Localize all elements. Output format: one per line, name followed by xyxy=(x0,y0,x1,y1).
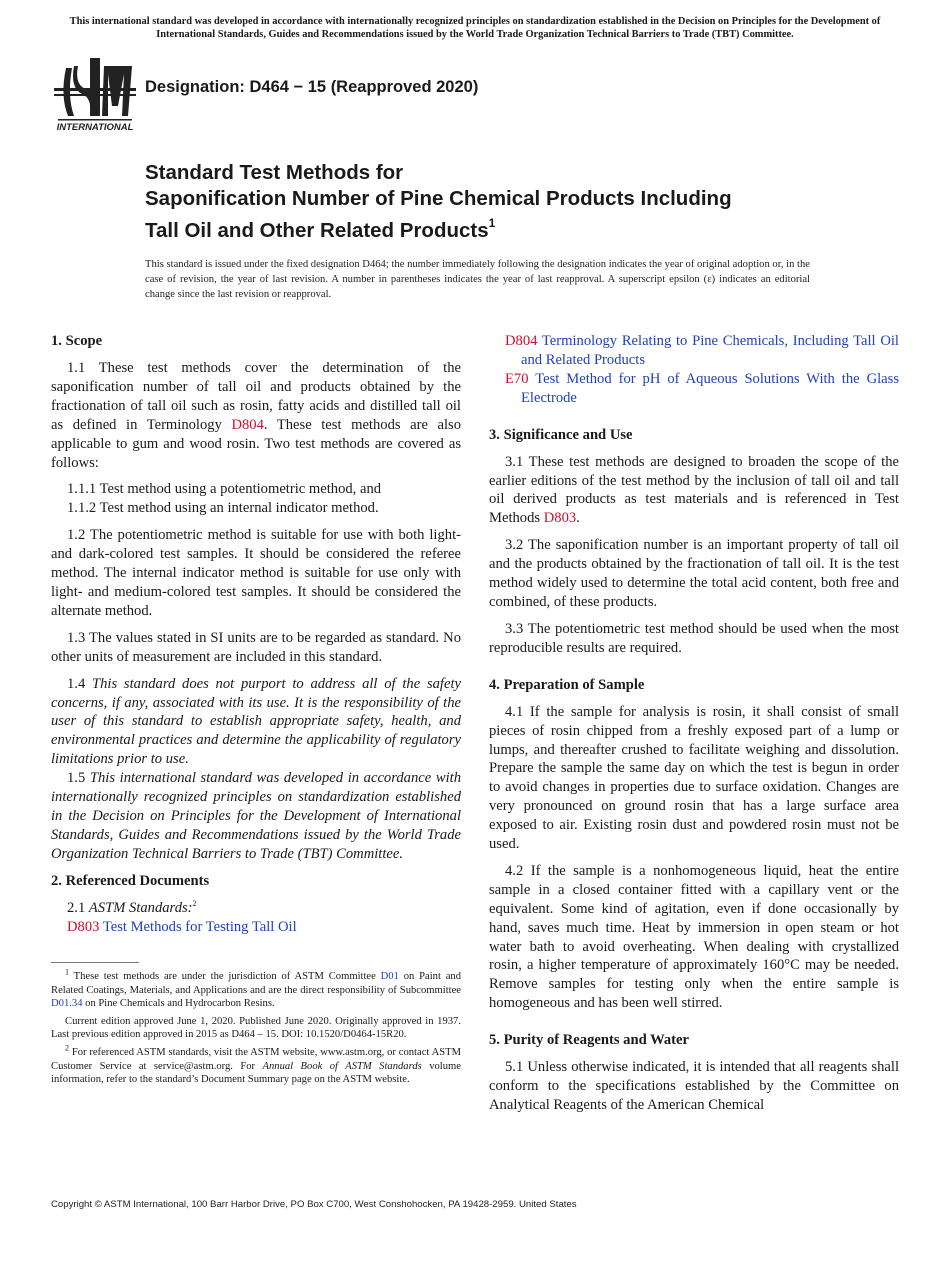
purity-heading: 5. Purity of Reagents and Water xyxy=(489,1032,689,1049)
international-standard-notice: This international standard was developed in accordance with internationally recognized principles on standardization established in the Decision on Principles for the Development of International Standards, Guides and Recommendations issued by the World Trade Organization Technical Barriers to Trade (TBT) Committee. xyxy=(69,16,881,40)
paragraph-1-4-number: 1.4 xyxy=(67,675,93,692)
title-line-3 xyxy=(145,212,865,244)
scope-heading: 1. Scope xyxy=(51,333,103,349)
footnote-1-mark: 1 xyxy=(65,967,69,977)
astm-logo xyxy=(52,56,138,134)
title-line-2: Saponification Number of Pine Chemical Products Including xyxy=(145,187,732,210)
reference-d803 xyxy=(51,918,461,937)
paragraph-3-1-text-a: 3.1 These test methods are designed to broaden the scope of the earlier editions of the test method by the inclusion of tall oil and tall oil derived products as test materials and is referenced in Test Methods xyxy=(489,453,899,527)
paragraph-4-1: 4.1 If the sample for analysis is rosin, it shall consist of small pieces of rosin chipped from a freshly exposed part of a lump or lumps, and thereafter crushed to facilitate weighing and dissolution. Prepare the sample the same day on which the test is begun in order to avoid changes in properties due to surface oxidation. Changes are very pronounced on ground rosin that has a large surface area exposed to air. Existing rosin dust and powdered rosin must not be used. xyxy=(489,703,899,853)
designation: Designation: D464 − 15 (Reapproved 2020) xyxy=(145,78,479,96)
footnote-1-text-a: These test methods are under the jurisdiction of ASTM Committee xyxy=(73,971,381,982)
astm-logo-mark xyxy=(52,56,138,134)
paragraph-1-5-text: This international standard was developed in accordance with internationally recognized principles on standardization established in the Decision on Principles for the Development of International Standards, Guides and Recommendations issued by the World Trade Organization Technical Barriers to Trade (TBT) Committee. xyxy=(51,770,462,862)
footnote-2-mark: 2 xyxy=(192,898,197,908)
paragraph-1-1-1: 1.1.1 Test method using a potentiometric method, and xyxy=(67,481,382,498)
paragraph-1-5 xyxy=(51,769,461,864)
copyright-footer: Copyright © ASTM International, 100 Barr Harbor Drive, PO Box C700, West Conshohocken, PA 19428-2959. United States xyxy=(51,1199,577,1210)
footnote-1 xyxy=(51,967,461,1011)
footnote-2 xyxy=(51,1043,462,1087)
reference-e70 xyxy=(489,370,899,408)
paragraph-1-1-2: 1.1.2 Test method using an internal indicator method. xyxy=(67,500,379,517)
footnote-2-italic: Annual Book of ASTM Standards xyxy=(262,1060,422,1072)
paragraph-3-1-text-b: . xyxy=(576,510,580,527)
document-title xyxy=(145,160,865,244)
d803-title-link[interactable]: Test Methods for Testing Tall Oil xyxy=(102,918,297,935)
preparation-heading: 4. Preparation of Sample xyxy=(489,676,645,693)
d803-code-link[interactable]: D803 xyxy=(67,918,100,935)
e70-title-link[interactable]: Test Method for pH of Aqueous Solutions With the Glass Electrode xyxy=(521,370,899,406)
paragraph-1-4 xyxy=(51,675,461,770)
paragraph-1-3: 1.3 The values stated in SI units are to be regarded as standard. No other units of measurement are included in this standard. xyxy=(51,629,461,665)
paragraph-2-1-number: 2.1 xyxy=(67,899,89,916)
paragraph-3-2: 3.2 The saponification number is an important property of tall oil and the products obtained by the fractionation of tall oil. It is the test method widely used to determine the total acid content, both free and combined, of these products. xyxy=(489,537,899,610)
astm-standards-label: ASTM Standards: xyxy=(88,899,193,916)
e70-code-link[interactable]: E70 xyxy=(505,370,529,387)
footnote-2-mark-bottom: 2 xyxy=(65,1043,69,1053)
paragraph-1-1 xyxy=(51,359,461,472)
significance-heading: 3. Significance and Use xyxy=(489,426,633,443)
footnote-1-text-c: on Pine Chemicals and Hydrocarbon Resins. xyxy=(82,998,275,1010)
title-footnote-mark: 1 xyxy=(488,216,496,230)
title-line-1: Standard Test Methods for xyxy=(145,161,404,184)
svg-text:INTERNATIONAL: INTERNATIONAL xyxy=(56,122,134,133)
title-line-3-text: Tall Oil and Other Related Products xyxy=(145,218,489,242)
paragraph-1-4-text: This standard does not purport to address all of the safety concerns, if any, associated with its use. It is the responsibility of the user of this standard to establish appropriate safety, health, and environmental practices and determine the applicability of regulatory limitations prior to use. xyxy=(51,675,461,768)
paragraph-4-2: 4.2 If the sample is a nonhomogeneous liquid, heat the entire sample in a closed container fitted with a capillary vent or the equivalent. Some kind of agitation, even if done occasionally by hand, saves much time. Heat by immersion in open steam or hot water bath to avoid overheating. When dealing with crystallized rosin, a higher temperature of approximately 160°C may be needed. Remove samples for testing only when the entire sample is homogeneous and has been well stirred. xyxy=(489,862,899,1012)
d01-link[interactable]: D01 xyxy=(380,971,399,982)
paragraph-1-2: 1.2 The potentiometric method is suitable for use with both light- and dark-colored test samples. It should be considered the referee method. The internal indicator method is suitable for use only with light- and medium-colored test samples. It should be considered the alternate method. xyxy=(51,527,461,619)
paragraph-2-1 xyxy=(51,899,461,918)
right-column xyxy=(489,332,899,1123)
footnote-divider xyxy=(51,962,139,963)
footnotes xyxy=(51,962,461,1091)
paragraph-1-1-text-b: . These test methods are also applicable to gum and wood rosin. Two test methods are covered as follows: xyxy=(51,416,461,471)
paragraph-1-1-text-a: 1.1 These test methods cover the determination of the saponification number of tall oil and products obtained by the fractionation of tall oil such as rosin, fatty acids and distilled tall oil as defined in Terminology xyxy=(51,360,461,433)
d804-title-link[interactable]: Terminology Relating to Pine Chemicals, Including Tall Oil and Related Products xyxy=(521,333,899,368)
left-column xyxy=(51,332,461,936)
d804-link[interactable]: D804 xyxy=(231,416,264,433)
d01-34-link[interactable]: D01.34 xyxy=(51,998,83,1010)
footnote-1-text-b: on Paint and Related Coatings, Materials, and Applications and are the direct responsibility of Subcommittee xyxy=(51,971,461,996)
paragraph-1-5-number: 1.5 xyxy=(67,770,90,787)
paragraph-3-3: 3.3 The potentiometric test method should be used when the most reproducible results are required. xyxy=(489,620,899,656)
reference-d804 xyxy=(489,332,899,370)
footnote-2-text-b: volume information, refer to the standard’s Document Summary page on the ASTM website. xyxy=(51,1060,461,1086)
d803-link[interactable]: D803 xyxy=(543,510,577,527)
paragraph-3-1 xyxy=(489,453,899,529)
issued-note: This standard is issued under the fixed designation D464; the number immediately following the designation indicates the year of original adoption or, in the case of revision, the year of last revision. A number in parentheses indicates the year of last reapproval. A superscript epsilon (ε) indicates an editorial change since the last revision or reapproval. xyxy=(145,259,810,300)
paragraph-5-1: 5.1 Unless otherwise indicated, it is intended that all reagents shall conform to the specifications established by the Committee on Analytical Reagents of the American Chemical xyxy=(489,1059,899,1113)
d804-code-link[interactable]: D804 xyxy=(505,333,538,349)
edition-note: Current edition approved June 1, 2020. Published June 2020. Originally approved in 1937. Last previous edition approved in 2015 as D464 – 15. DOI: 10.1520/D0464-15R20. xyxy=(51,1015,461,1041)
footnote-2-text-a: For referenced ASTM standards, visit the ASTM website, www.astm.org, or contact ASTM Customer Service at service@astm.org. For xyxy=(51,1046,462,1072)
referenced-documents-heading: 2. Referenced Documents xyxy=(51,872,210,889)
